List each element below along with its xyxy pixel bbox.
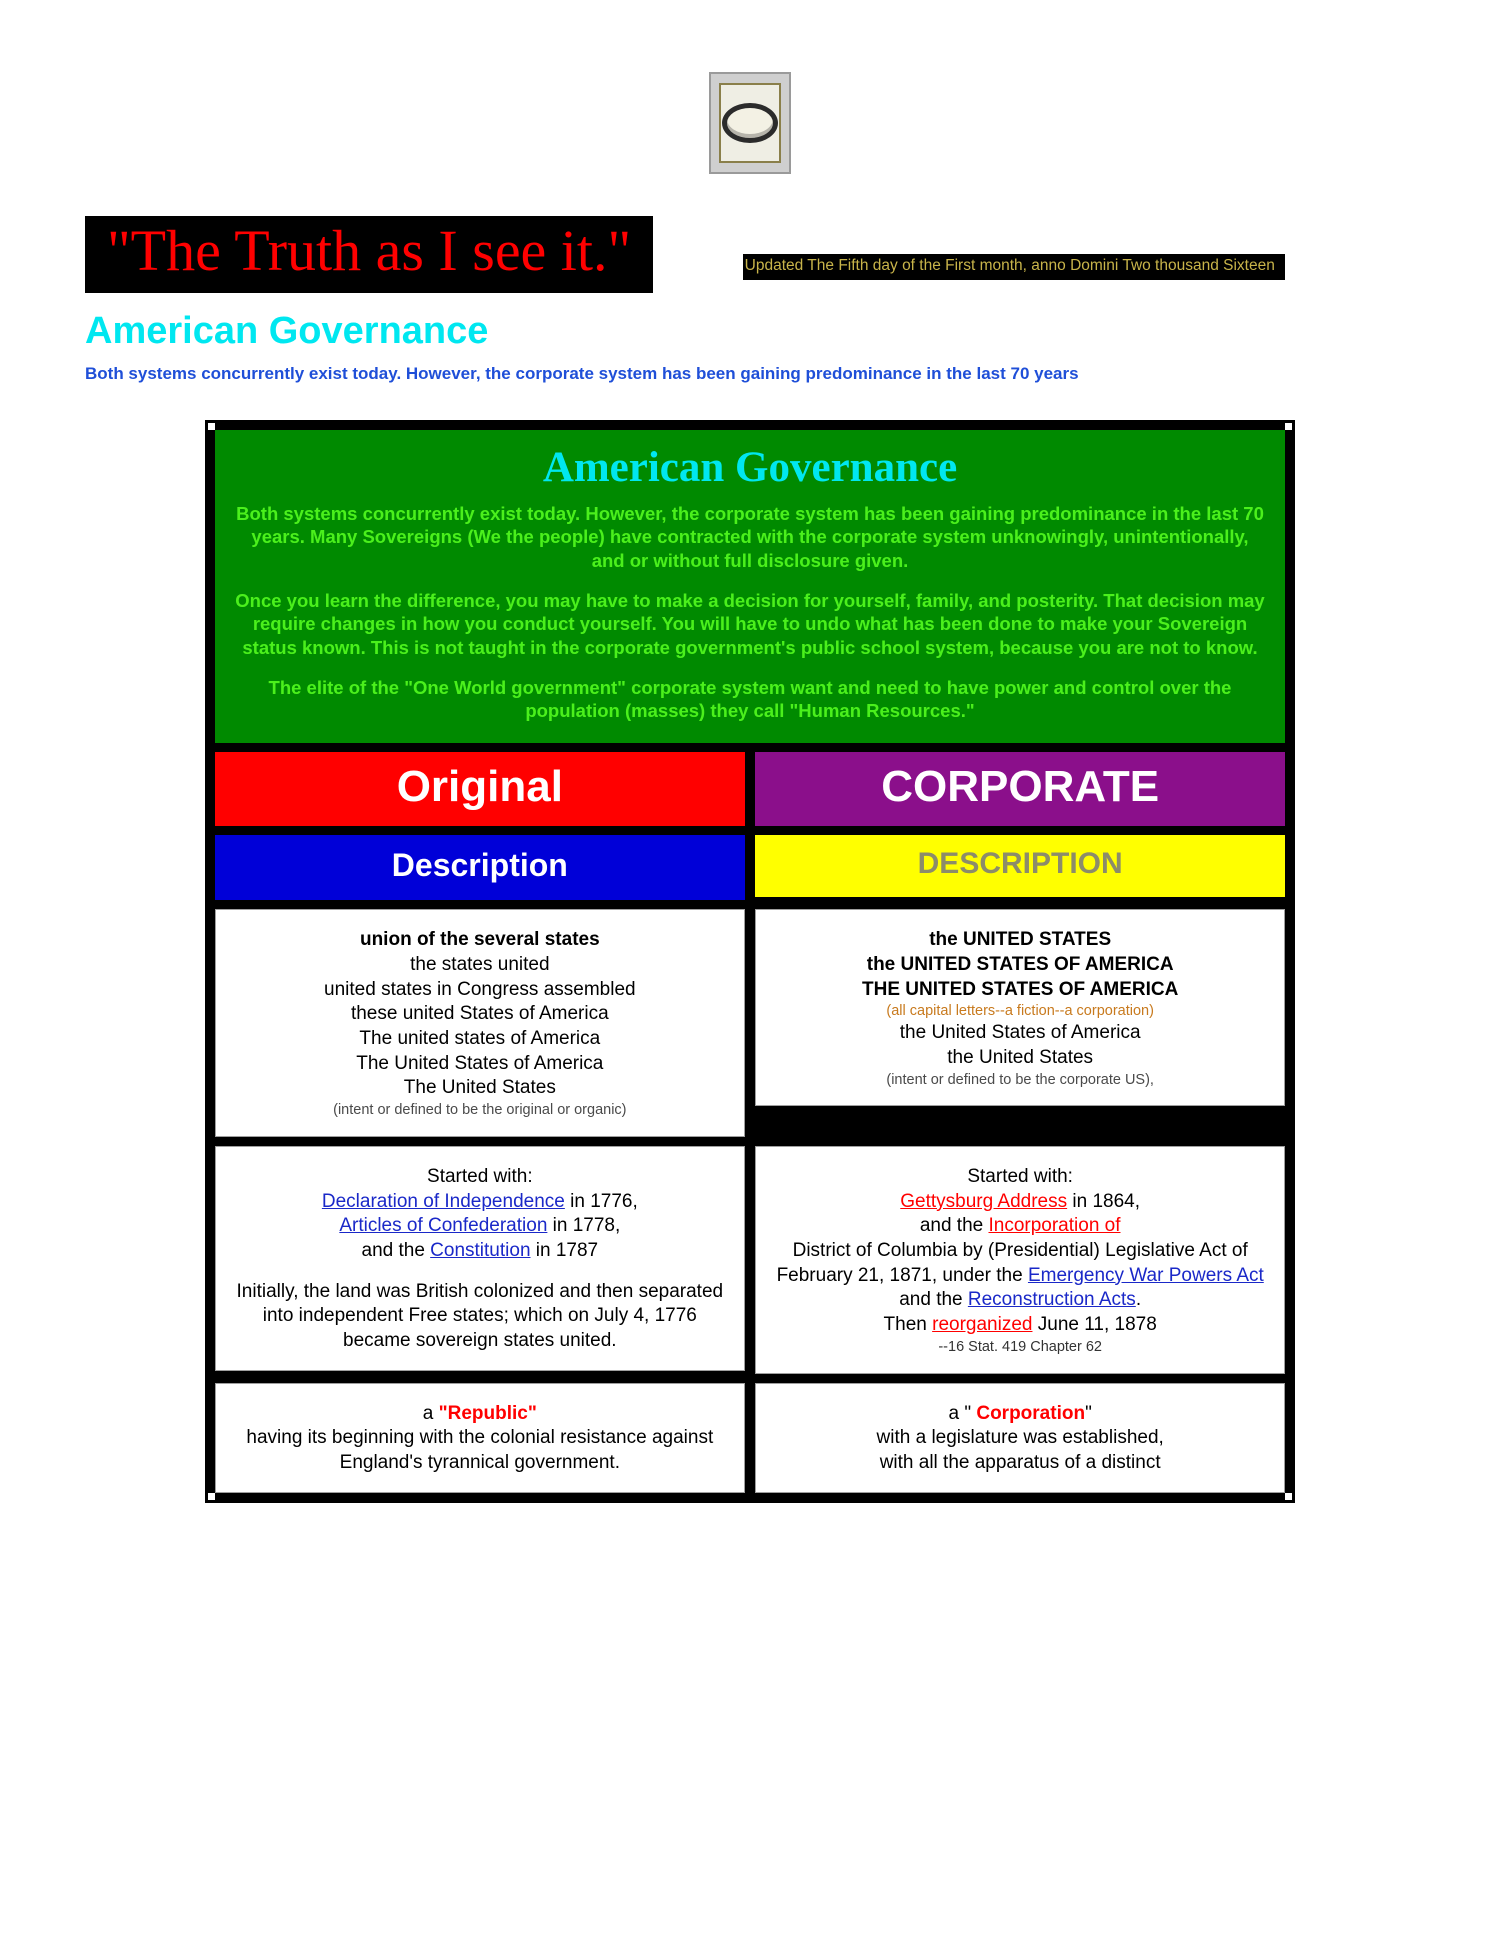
column-header-corporate-label: CORPORATE xyxy=(881,762,1160,812)
original-form-body: having its beginning with the colonial resistance against England's tyrannical government. xyxy=(246,1427,714,1473)
corporate-origins-item-3-tail: June 11, 1878 xyxy=(1032,1314,1157,1336)
frame-handle-top-right xyxy=(1285,423,1292,430)
left-names-cell xyxy=(215,909,745,1137)
original-form-block xyxy=(215,1383,745,1493)
column-subheader-description-left xyxy=(215,835,745,900)
column-subheader-description-right xyxy=(755,835,1285,897)
corporate-names-block xyxy=(755,909,1285,1106)
table-row xyxy=(215,1146,1285,1374)
column-header-original xyxy=(215,752,745,826)
corporate-name-line-2: the UNITED STATES OF AMERICA xyxy=(866,953,1174,975)
declaration-of-independence-link[interactable]: Declaration of Independence xyxy=(321,1190,565,1212)
corporate-origins-item-3-head: Then xyxy=(883,1314,933,1336)
original-origins-item-3-head: and the xyxy=(361,1240,431,1261)
original-origins-item-1-tail: in 1776, xyxy=(564,1190,638,1212)
column-subheader-description-right-label: DESCRIPTION xyxy=(917,847,1123,881)
left-subtitle-cell xyxy=(215,835,745,900)
column-header-corporate xyxy=(755,752,1285,826)
reconstruction-acts-link[interactable]: Reconstruction Acts xyxy=(967,1289,1136,1311)
row-gap xyxy=(215,1374,1285,1383)
corporate-origins-item-2-body xyxy=(770,1239,1270,1313)
corporate-name-line-4: the United States of America xyxy=(899,1022,1141,1044)
column-gap xyxy=(745,1383,756,1493)
original-origins-item-1 xyxy=(230,1190,730,1215)
comparison-table xyxy=(215,430,1285,1492)
original-name-line-1: union of the several states xyxy=(359,929,600,951)
left-title-cell xyxy=(215,752,745,826)
corporate-form-block xyxy=(755,1383,1285,1493)
table-row xyxy=(215,1383,1285,1493)
original-form-keyword: "Republic" xyxy=(438,1402,537,1424)
table-row xyxy=(215,430,1285,743)
corporate-name-line-5: the United States xyxy=(947,1046,1094,1068)
corporate-origins-lead: Started with: xyxy=(967,1165,1073,1187)
corporate-form-lead-end: " xyxy=(1085,1402,1092,1424)
row-gap xyxy=(215,1137,1285,1146)
incorporation-link[interactable]: Incorporation of xyxy=(988,1215,1121,1237)
corporate-form-body-line-2: with all the apparatus of a distinct xyxy=(879,1451,1161,1473)
corporate-form-lead: a " xyxy=(948,1402,977,1424)
original-name-line-3: united states in Congress assembled xyxy=(324,978,636,1000)
row-gap xyxy=(215,900,1285,909)
right-form-cell xyxy=(755,1383,1285,1493)
original-name-line-2: the states united xyxy=(410,953,550,975)
original-origins-item-3-tail: in 1787 xyxy=(530,1240,599,1261)
frame-handle-bottom-right xyxy=(1285,1493,1292,1500)
left-started-cell xyxy=(215,1146,745,1374)
column-subheader-description-left-label: Description xyxy=(391,847,568,884)
frame-handle-bottom-left xyxy=(208,1493,215,1500)
row-gap xyxy=(215,826,1285,835)
comparison-table-frame xyxy=(205,420,1295,1502)
corporate-origins-item-2 xyxy=(770,1214,1270,1239)
corporate-origins-item-1 xyxy=(770,1190,1270,1215)
green-panel-title: American Governance xyxy=(542,444,958,492)
corporate-origins-item-2-end: . xyxy=(1135,1289,1142,1311)
original-name-line-5: The united states of America xyxy=(359,1028,601,1050)
page-subtitle: Both systems concurrently exist today. However, the corporate system has been gaining predominance in the last 70 years xyxy=(85,364,1079,384)
gettysburg-address-link[interactable]: Gettysburg Address xyxy=(900,1190,1068,1212)
logo-inner-frame xyxy=(719,83,781,163)
corporate-form-keyword: Corporation xyxy=(976,1402,1086,1424)
green-panel-paragraph-1: Both systems concurrently exist today. However, the corporate system has been gaining predominance in the last 70 years. Many Sovereigns (We the people) have contracted with the corporate system unknowingly, unintentionally, and or without full disclosure given. xyxy=(236,502,1264,572)
right-title-cell xyxy=(755,752,1285,826)
original-origins-paragraph: Initially, the land was British colonized and then separated into independent Free states; which on July 4, 1776 became sovereign states united. xyxy=(236,1280,724,1352)
reorganized-link[interactable]: reorganized xyxy=(932,1314,1033,1336)
right-subtitle-cell xyxy=(755,835,1285,900)
left-form-cell xyxy=(215,1383,745,1493)
corporate-name-line-1: the UNITED STATES xyxy=(929,929,1112,951)
green-panel-paragraph-3: The elite of the "One World government" corporate system want and need to have power and control over the population (masses) they call "Human Resources." xyxy=(268,676,1232,722)
corporate-origins-block xyxy=(755,1146,1285,1374)
page-title: American Governance xyxy=(85,309,489,352)
original-names-note: (intent or defined to be the original or organic) xyxy=(333,1102,627,1119)
original-origins-lead: Started with: xyxy=(427,1165,533,1187)
table-row xyxy=(215,909,1285,1137)
column-gap xyxy=(745,909,756,1137)
original-origins-item-3 xyxy=(230,1239,730,1264)
column-gap xyxy=(745,835,756,900)
frame-handle-top-left xyxy=(208,423,215,430)
table-row xyxy=(215,752,1285,826)
corporate-origins-item-2-head: and the xyxy=(919,1215,989,1237)
corporate-origins-item-2-mid: and the xyxy=(899,1289,968,1311)
column-gap xyxy=(745,752,756,826)
original-origins-item-2-tail: in 1778, xyxy=(547,1215,621,1237)
corporate-form-headline xyxy=(770,1402,1270,1427)
original-form-headline xyxy=(230,1402,730,1427)
green-panel-paragraph-2: Once you learn the difference, you may have to make a decision for yourself, family, and posterity. That decision may require changes in how you conduct yourself. You will have to undo what has been done to make your Sovereign status known. This is not taught in the corporate government's public school system, because you are not to know. xyxy=(235,589,1265,659)
column-header-original-label: Original xyxy=(396,762,563,812)
corporate-origins-item-3 xyxy=(770,1313,1270,1338)
spacer xyxy=(230,1264,730,1280)
green-intro-cell xyxy=(215,430,1285,743)
row-gap xyxy=(215,743,1285,752)
green-panel xyxy=(215,430,1285,743)
site-banner xyxy=(85,216,653,293)
right-started-cell xyxy=(755,1146,1285,1374)
corporate-origins-citation: --16 Stat. 419 Chapter 62 xyxy=(938,1338,1102,1355)
articles-of-confederation-link[interactable]: Articles of Confederation xyxy=(339,1215,548,1237)
right-names-cell xyxy=(755,909,1285,1137)
corporate-origins-item-1-tail: in 1864, xyxy=(1067,1190,1141,1212)
original-name-line-4: these united States of America xyxy=(350,1003,609,1025)
corporate-origins-item-2-text: District of Columbia by (Presidential) Legislative Act of February 21, 1871, under the xyxy=(776,1240,1248,1286)
table-row xyxy=(215,835,1285,900)
updated-bar: Updated The Fifth day of the First month, anno Domini Two thousand Sixteen xyxy=(743,254,1285,280)
original-origins-block xyxy=(215,1146,745,1371)
corporate-name-line-3: THE UNITED STATES OF AMERICA xyxy=(862,978,1179,1000)
ring-shape-icon xyxy=(722,103,778,143)
framed-ring-image-icon xyxy=(709,72,791,174)
original-origins-item-2 xyxy=(230,1214,730,1239)
original-name-line-7: The United States xyxy=(403,1077,556,1099)
corporate-names-paren-note: (all capital letters--a fiction--a corporation) xyxy=(886,1003,1154,1020)
constitution-link[interactable]: Constitution xyxy=(430,1240,531,1261)
banner-title: "The Truth as I see it." xyxy=(107,218,632,283)
emergency-war-powers-act-link[interactable]: Emergency War Powers Act xyxy=(1027,1264,1264,1286)
corporate-names-note: (intent or defined to be the corporate US), xyxy=(886,1071,1154,1088)
column-gap xyxy=(745,1146,756,1374)
original-names-block xyxy=(215,909,745,1137)
original-name-line-6: The United States of America xyxy=(356,1052,604,1074)
header-logo-container xyxy=(0,0,1500,174)
original-form-lead: a xyxy=(422,1402,439,1424)
corporate-form-body-line-1: with a legislature was established, xyxy=(876,1427,1164,1449)
